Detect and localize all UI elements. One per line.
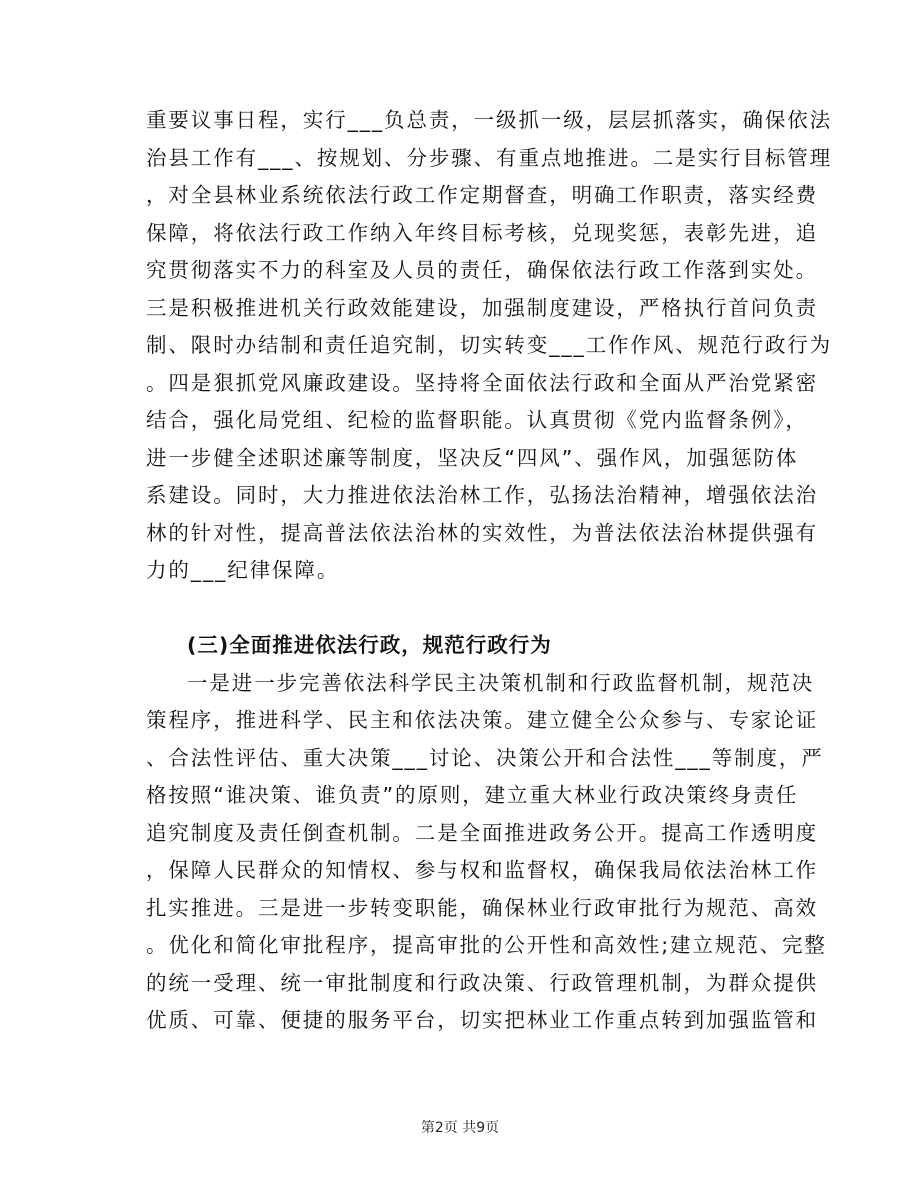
section-heading: (三)全面推进依法行政，规范行政行为 — [187, 633, 552, 657]
paragraph-1-line-12: 林的针对性，提高普法依法治林的实效性，为普法依法治林提供强有 — [146, 521, 818, 545]
page-number-footer: 第2页 共9页 — [420, 1120, 500, 1136]
paragraph-1-line-2: 治县工作有___、按规划、分步骤、有重点地推进。二是实行目标管理 — [146, 146, 833, 170]
paragraph-1-line-6: 三是积极推进机关行政效能建设，加强制度建设，严格执行首问负责 — [146, 296, 818, 320]
paragraph-2-line-10: 优质、可靠、便捷的服务平台，切实把林业工作重点转到加强监管和 — [146, 1008, 818, 1032]
paragraph-1-line-10: 进一步健全述职述廉等制度，坚决反“四风”、强作风，加强惩防体 — [146, 446, 799, 470]
paragraph-1-line-8: 。四是狠抓党风廉政建设。坚持将全面依法行政和全面从严治党紧密 — [146, 371, 818, 395]
paragraph-1-line-5: 究贯彻落实不力的科室及人员的责任，确保依法行政工作落到实处。 — [146, 258, 818, 282]
paragraph-2-line-8: 。优化和简化审批程序，提高审批的公开性和高效性;建立规范、完整 — [146, 933, 827, 957]
paragraph-2-line-7: 扎实推进。三是进一步转变职能，确保林业行政审批行为规范、高效 — [146, 896, 818, 920]
paragraph-2-line-9: 的统一受理、统一审批制度和行政决策、行政管理机制，为群众提供 — [146, 971, 818, 995]
paragraph-1-line-3: ，对全县林业系统依法行政工作定期督查，明确工作职责，落实经费 — [146, 183, 818, 207]
paragraph-1-line-4: 保障，将依法行政工作纳入年终目标考核，兑现奖惩，表彰先进，追 — [146, 221, 818, 245]
paragraph-1-line-11: 系建设。同时，大力推进依法治林工作，弘扬法治精神，增强依法治 — [146, 483, 818, 507]
paragraph-1-line-13: 力的___纪律保障。 — [146, 558, 340, 582]
paragraph-2-line-6: ，保障人民群众的知情权、参与权和监督权，确保我局依法治林工作 — [146, 858, 818, 882]
paragraph-2-line-1: 一是进一步完善依法科学民主决策机制和行政监督机制，规范决 — [187, 671, 815, 695]
paragraph-1-line-7: 制、限时办结制和责任追究制，切实转变___工作作风、规范行政行为 — [146, 333, 833, 357]
paragraph-2-line-5: 追究制度及责任倒查机制。二是全面推进政务公开。提高工作透明度 — [146, 821, 818, 845]
paragraph-2-line-4: 格按照“谁决策、谁负责”的原则，建立重大林业行政决策终身责任 — [146, 783, 799, 807]
paragraph-1-line-1: 重要议事日程，实行___负总责，一级抓一级，层层抓落实，确保依法 — [146, 108, 833, 132]
paragraph-2-line-3: 、合法性评估、重大决策___讨论、决策公开和合法性___等制度，严 — [146, 746, 824, 770]
paragraph-2-line-2: 策程序，推进科学、民主和依法决策。建立健全公众参与、专家论证 — [146, 708, 818, 732]
paragraph-1-line-9: 结合，强化局党组、纪检的监督职能。认真贯彻《党内监督条例》， — [146, 408, 808, 432]
